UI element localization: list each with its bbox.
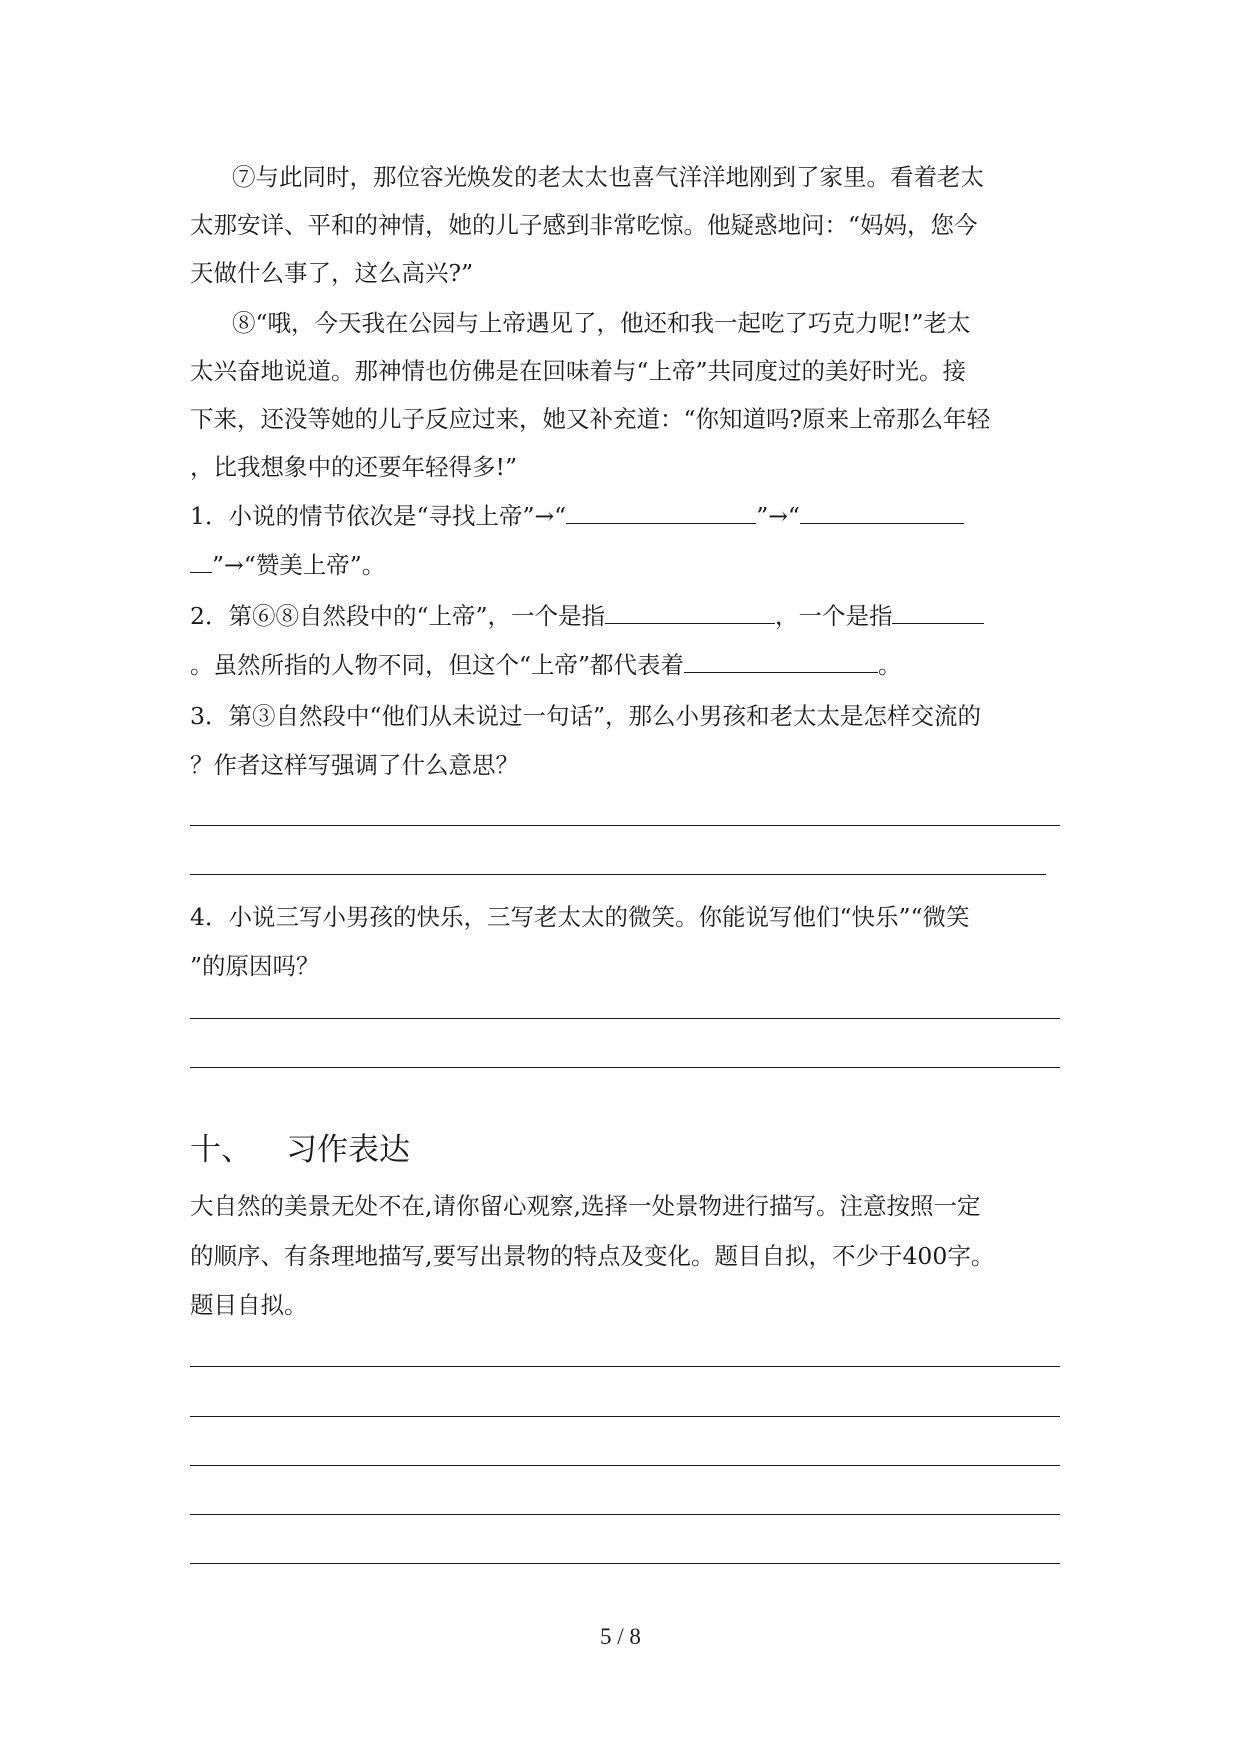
paragraph-8-line-2: 太兴奋地说道。那神情也仿佛是在回味着与“上帝”共同度过的美好时光。接	[190, 357, 967, 385]
writing-line-2[interactable]	[190, 1416, 1060, 1417]
answer-line-q4-1[interactable]	[190, 1018, 1060, 1019]
question-3-line-2: ？作者这样写强调了什么意思？	[190, 751, 519, 779]
writing-prompt-line-2: 的顺序、有条理地描写,要写出景物的特点及变化。题目自拟，不少于400字。	[190, 1242, 995, 1270]
question-4-line-2: ”的原因吗？	[190, 952, 320, 980]
question-2-blank-3[interactable]	[684, 646, 878, 673]
question-2-blank-1[interactable]	[605, 597, 775, 624]
question-2-line-1	[190, 596, 1060, 636]
writing-prompt-line-3: 题目自拟。	[190, 1291, 308, 1319]
question-1-text-a: 1．小说的情节依次是“寻找上帝”→“	[190, 502, 567, 530]
paragraph-8-line-1: ⑧“哦，今天我在公园与上帝遇见了，他还和我一起吃了巧克力呢!”老太	[232, 309, 971, 337]
section-title: 习作表达	[286, 1132, 410, 1168]
question-1-line-2	[190, 545, 1060, 585]
section-heading	[190, 1127, 410, 1173]
question-3-line-1: 3．第③自然段中“他们从未说过一句话”，那么小男孩和老太太是怎样交流的	[190, 702, 981, 730]
paragraph-7-line-3: 天做什么事了，这么高兴?”	[190, 259, 474, 287]
writing-line-3[interactable]	[190, 1465, 1060, 1466]
answer-line-q3-1[interactable]	[190, 825, 1060, 826]
writing-line-5[interactable]	[190, 1563, 1060, 1564]
paragraph-7-line-1: ⑦与此同时，那位容光焕发的老太太也喜气洋洋地刚到了家里。看着老太	[232, 163, 984, 191]
paragraph-8-line-3: 下来，还没等她的儿子反应过来，她又补充道：“你知道吗?原来上帝那么年轻	[190, 405, 991, 433]
paragraph-8-line-4: ，比我想象中的还要年轻得多!”	[190, 453, 517, 481]
question-1-blank-1[interactable]	[566, 497, 756, 524]
writing-line-4[interactable]	[190, 1514, 1060, 1515]
question-1-blank-2-cont[interactable]	[190, 546, 212, 573]
writing-prompt-line-1: 大自然的美景无处不在,请你留心观察,选择一处景物进行描写。注意按照一定	[190, 1192, 981, 1220]
question-1-text-c: ”→“赞美上帝”。	[212, 551, 386, 579]
question-2-blank-2[interactable]	[892, 597, 984, 624]
writing-line-1[interactable]	[190, 1366, 1060, 1367]
answer-line-q3-2[interactable]	[190, 874, 1046, 875]
answer-line-q4-2[interactable]	[190, 1067, 1060, 1068]
question-1-text-b: ”→“	[756, 502, 800, 530]
question-2-text-d: 。	[878, 651, 902, 679]
page-number: 5 / 8	[600, 1624, 641, 1649]
question-1-line-1	[190, 496, 1060, 536]
question-1-blank-2[interactable]	[800, 497, 964, 524]
question-2-text-b: ，一个是指	[774, 602, 893, 630]
question-4-line-1: 4．小说三写小男孩的快乐，三写老太太的微笑。你能说写他们“快乐”“微笑	[190, 903, 970, 931]
paragraph-7-line-2: 太那安详、平和的神情，她的儿子感到非常吃惊。他疑惑地问：“妈妈，您今	[190, 211, 978, 239]
question-2-line-2	[190, 645, 1060, 685]
section-number: 十、	[190, 1132, 252, 1168]
question-2-text-a: 2．第⑥⑧自然段中的“上帝”，一个是指	[190, 602, 605, 630]
question-2-text-c: 。虽然所指的人物不同，但这个“上帝”都代表着	[190, 651, 685, 679]
